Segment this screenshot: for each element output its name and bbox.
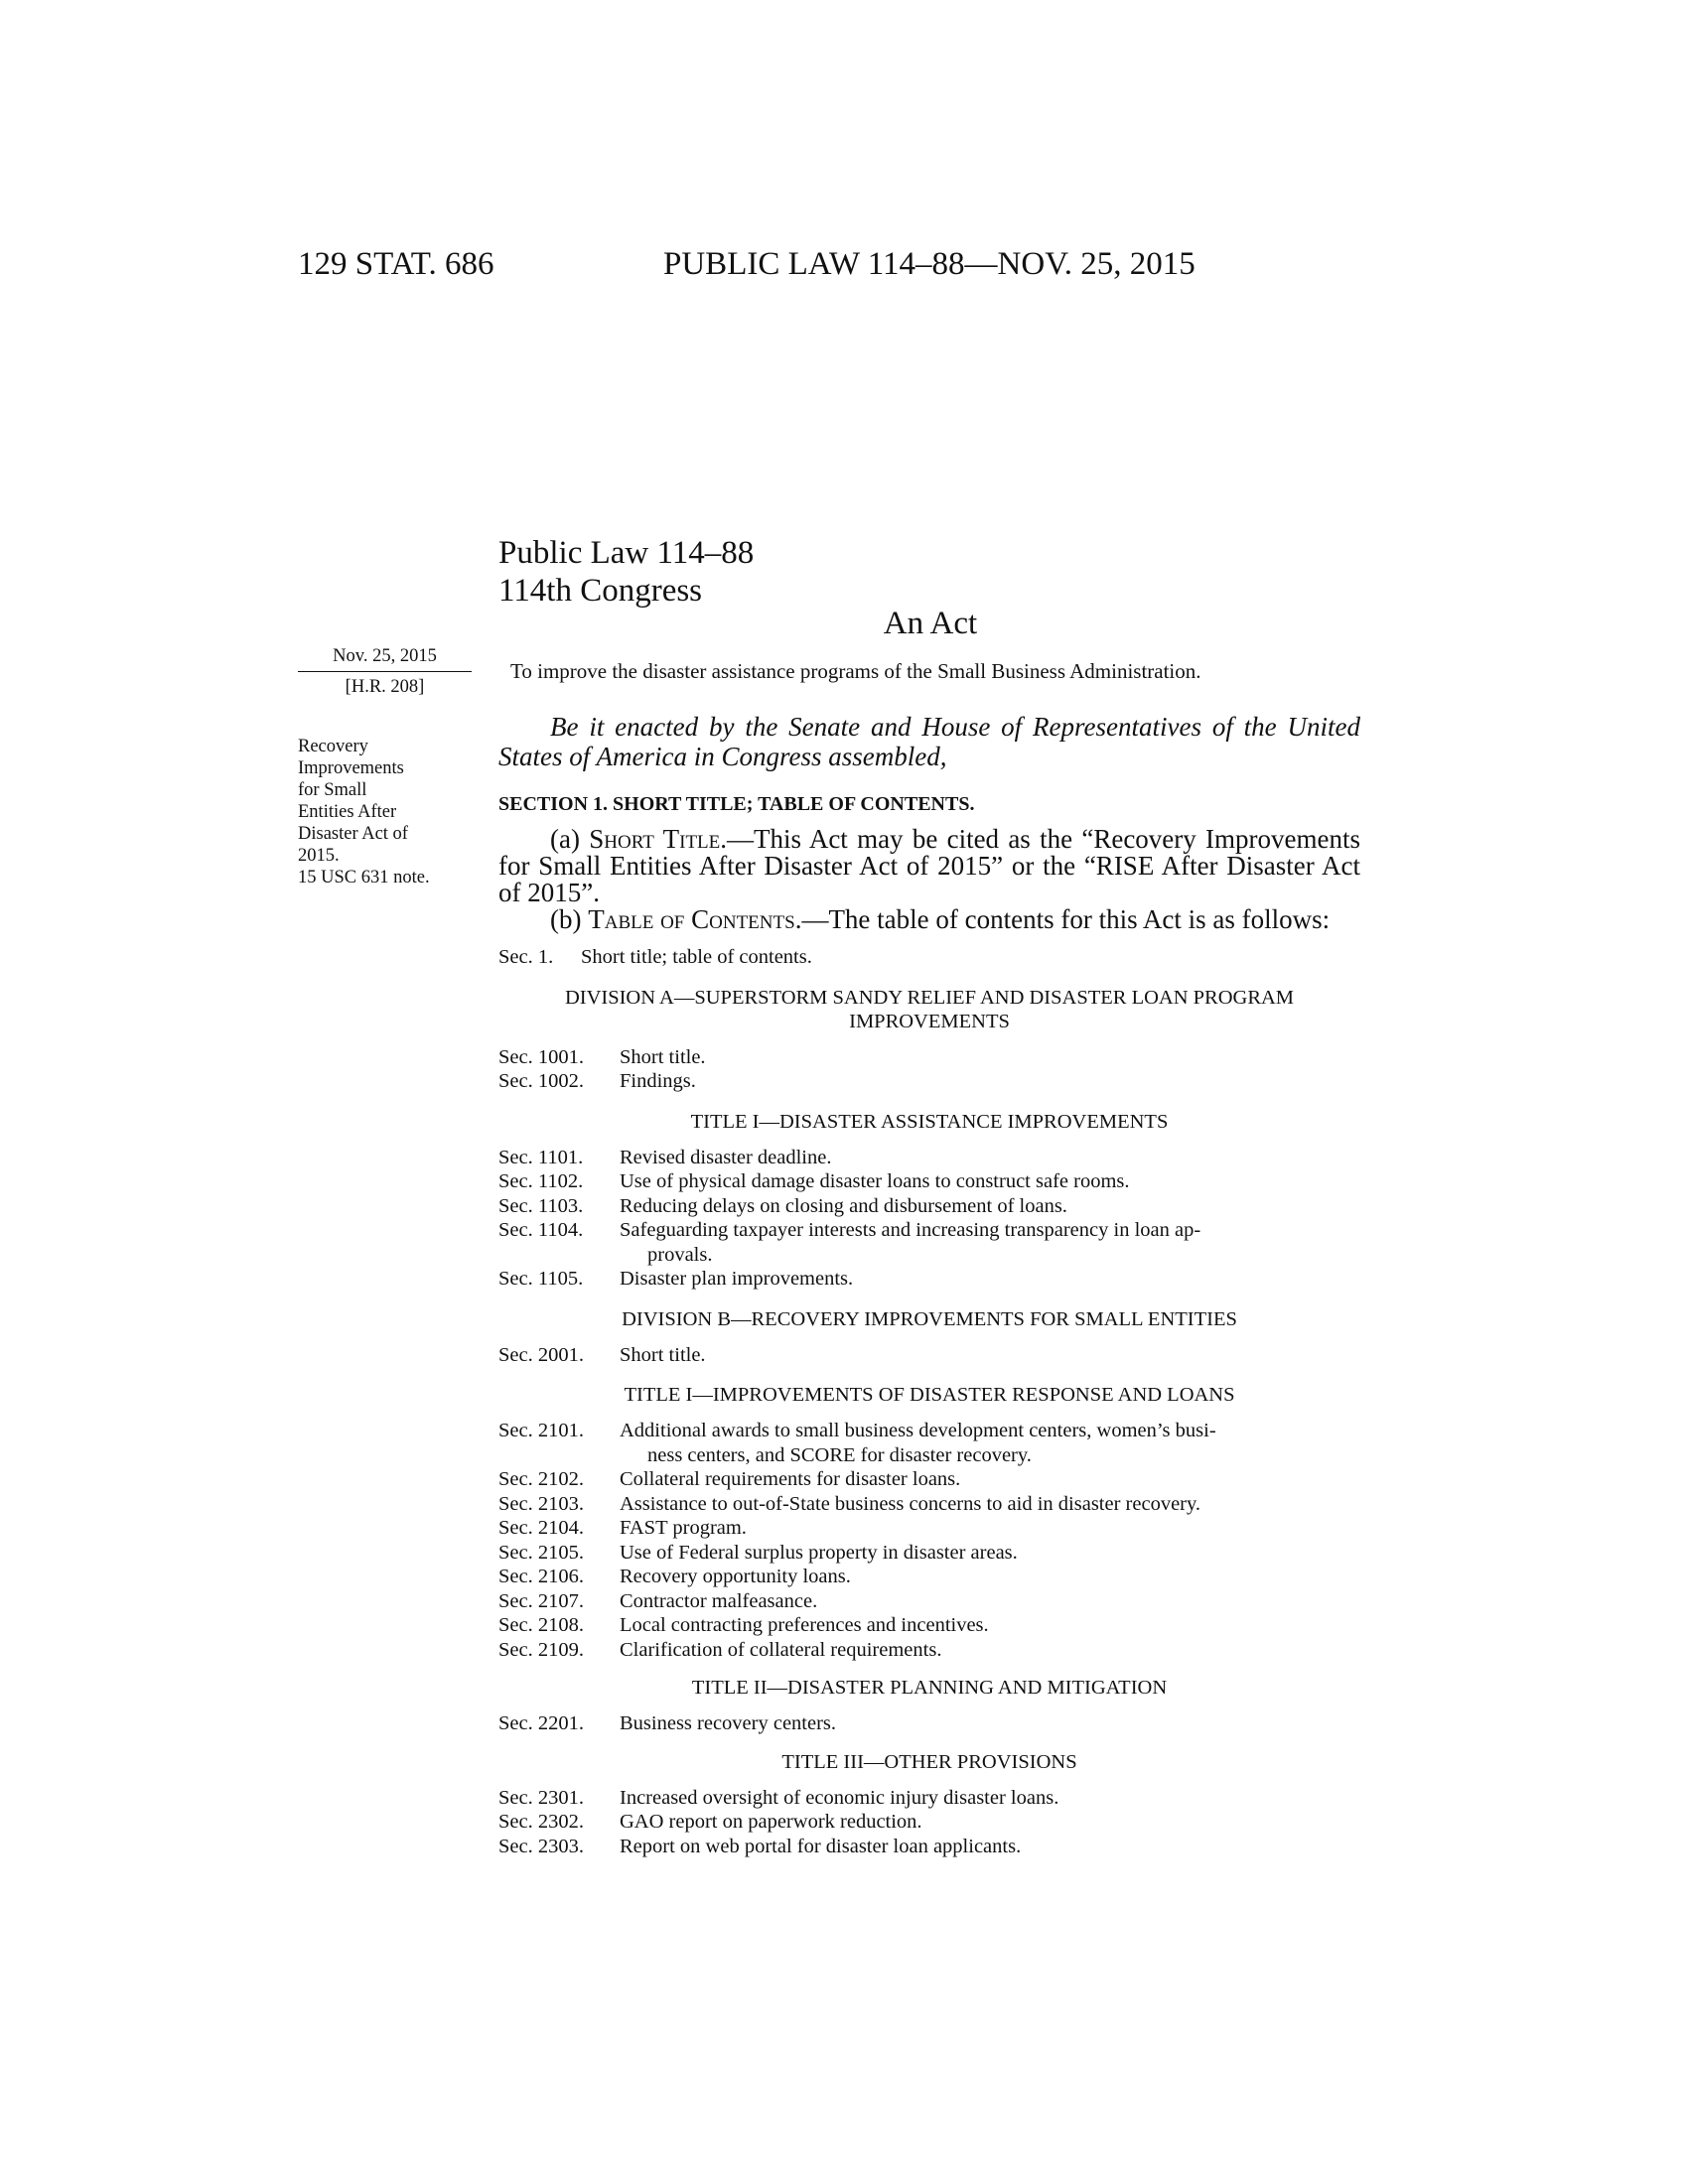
toc-entry	[498, 1835, 1360, 1859]
subsection-a-caption: Short Title	[589, 824, 721, 854]
toc-title-text: GAO report on paperwork reduction.	[620, 1811, 922, 1833]
toc-section-number: Sec. 2108.	[498, 1614, 584, 1636]
toc-entry	[498, 1711, 1360, 1736]
toc-entry	[498, 1565, 1360, 1589]
toc-section-title	[620, 1343, 1360, 1368]
toc-section-number: Sec. 1102.	[498, 1170, 584, 1192]
section-heading: SECTION 1. SHORT TITLE; TABLE OF CONTENTS.	[498, 793, 975, 815]
toc-section-number: Sec. 2302.	[498, 1811, 584, 1833]
toc-entry	[498, 945, 1360, 970]
toc-section-number: Sec. 2107.	[498, 1589, 584, 1612]
margin-bill-number: [H.R. 208]	[345, 677, 425, 697]
toc-section-number: Sec. 1.	[498, 946, 554, 968]
toc-group	[498, 1711, 1360, 1736]
toc-group	[498, 1343, 1360, 1368]
enacting-clause: Be it enacted by the Senate and House of Representatives of the United States of America in Congress assembled,	[498, 712, 1360, 771]
toc-section-title	[620, 1565, 1360, 1589]
margin-rule	[298, 671, 472, 672]
subsection-b	[498, 906, 1360, 933]
margin-note-line: Disaster Act of	[298, 824, 408, 844]
toc-section-number: Sec. 2001.	[498, 1343, 584, 1366]
toc-section-number: Sec. 2103.	[498, 1492, 584, 1515]
toc-section-title	[620, 1835, 1360, 1859]
table-of-contents	[498, 945, 1360, 1858]
toc-entry	[498, 1516, 1360, 1541]
toc-section-title	[620, 1516, 1360, 1541]
toc-entry	[498, 1638, 1360, 1663]
toc-title-heading: TITLE I—IMPROVEMENTS OF DISASTER RESPONSE AND LOANS	[624, 1384, 1235, 1406]
toc-title-text: Clarification of collateral requirements.	[620, 1638, 942, 1661]
subsection-a-text: .—This Act may be cited as the “Recovery Improvements for Small Entities After Disaster Act of 2015” or the “RISE After Disaster Act of 2015”.	[498, 824, 1361, 907]
toc-division-heading	[498, 986, 1360, 1033]
toc-section-title	[620, 1169, 1360, 1194]
law-date-header: PUBLIC LAW 114–88—NOV. 25, 2015	[663, 246, 1196, 282]
toc-entry	[498, 1267, 1360, 1292]
subsection-b-caption: Table of Contents	[588, 904, 795, 934]
toc-entry	[498, 1419, 1360, 1467]
toc-section-title	[620, 1146, 1360, 1170]
toc-entry	[498, 1194, 1360, 1219]
toc-title-text: Additional awards to small business development centers, women’s busi-	[620, 1420, 1216, 1441]
margin-date: Nov. 25, 2015	[333, 646, 437, 666]
margin-note-line: Entities After	[298, 802, 397, 822]
toc-entry	[498, 1218, 1360, 1267]
toc-title-text: Business recovery centers.	[620, 1712, 837, 1734]
an-act-heading: An Act	[883, 606, 978, 641]
toc-section-title	[620, 1810, 1360, 1835]
toc-section-number: Sec. 2106.	[498, 1566, 584, 1587]
congress-number: 114th Congress	[498, 573, 703, 609]
toc-title-text: FAST program.	[620, 1517, 747, 1539]
toc-section-title	[620, 1541, 1360, 1566]
law-title-block	[498, 534, 754, 610]
toc-title-text: Contractor malfeasance.	[620, 1589, 818, 1612]
stat-citation: 129 STAT. 686	[298, 246, 494, 282]
subsection-a-label: (a)	[550, 824, 590, 854]
toc-entry	[498, 1343, 1360, 1368]
toc-section-number: Sec. 2303.	[498, 1835, 584, 1857]
toc-title-continuation: ness centers, and SCORE for disaster recovery.	[647, 1443, 1032, 1466]
toc-title-continuation: provals.	[647, 1243, 713, 1266]
toc-section-title	[620, 1194, 1360, 1219]
toc-section-number: Sec. 2102.	[498, 1468, 584, 1490]
toc-section-number: Sec. 2101.	[498, 1420, 584, 1441]
toc-section-title	[620, 1218, 1360, 1267]
subsection-b-label: (b)	[550, 904, 589, 934]
toc-title-heading: TITLE I—DISASTER ASSISTANCE IMPROVEMENTS	[690, 1110, 1169, 1133]
toc-title-text: Findings.	[620, 1070, 696, 1092]
toc-section-title	[620, 1638, 1360, 1663]
toc-entry	[498, 1541, 1360, 1566]
toc-title-text: Disaster plan improvements.	[620, 1268, 854, 1290]
toc-section-number: Sec. 1001.	[498, 1045, 584, 1068]
toc-title-text: Safeguarding taxpayer interests and increasing transparency in loan ap-	[620, 1219, 1201, 1241]
margin-usc-citation: 15 USC 631 note.	[298, 868, 430, 887]
toc-section-number: Sec. 2104.	[498, 1517, 584, 1539]
toc-entry	[498, 1492, 1360, 1517]
toc-title-text: Assistance to out-of-State business concerns to aid in disaster recovery.	[620, 1492, 1201, 1515]
toc-section-number: Sec. 1105.	[498, 1268, 584, 1290]
toc-section-number: Sec. 1002.	[498, 1070, 584, 1092]
toc-entry	[498, 1045, 1360, 1070]
toc-title-text: Report on web portal for disaster loan applicants.	[620, 1835, 1022, 1857]
toc-title-text: Short title.	[620, 1343, 706, 1366]
toc-entry	[498, 1786, 1360, 1811]
toc-section-title: Short title; table of contents.	[581, 946, 812, 968]
toc-title-text: Recovery opportunity loans.	[620, 1566, 851, 1587]
toc-division-heading: DIVISION B—RECOVERY IMPROVEMENTS FOR SMALL ENTITIES	[622, 1307, 1237, 1330]
toc-title-text: Collateral requirements for disaster loans.	[620, 1468, 961, 1490]
toc-section-number: Sec. 2109.	[498, 1638, 584, 1661]
toc-entry	[498, 1069, 1360, 1094]
toc-section-title	[620, 1492, 1360, 1517]
subsection-a	[498, 826, 1360, 906]
margin-note-line: Improvements	[298, 758, 404, 778]
toc-entry	[498, 1146, 1360, 1170]
toc-section-title	[620, 1467, 1360, 1492]
toc-division-a-line2: IMPROVEMENTS	[849, 1010, 1010, 1032]
toc-section-number: Sec. 1103.	[498, 1194, 584, 1217]
toc-section-title	[620, 1786, 1360, 1811]
toc-section-number: Sec. 2105.	[498, 1541, 584, 1564]
toc-title-heading: TITLE II—DISASTER PLANNING AND MITIGATION	[691, 1677, 1168, 1699]
toc-group	[498, 1419, 1360, 1662]
subsection-b-text: .—The table of contents for this Act is as follows:	[794, 904, 1331, 934]
toc-entry	[498, 1589, 1360, 1614]
toc-section-title	[620, 1045, 1360, 1070]
margin-note-line: 2015.	[298, 846, 340, 866]
toc-section-title	[620, 1267, 1360, 1292]
public-law-number: Public Law 114–88	[498, 535, 755, 571]
toc-entry	[498, 1810, 1360, 1835]
toc-division-a-line1: DIVISION A—SUPERSTORM SANDY RELIEF AND DISASTER LOAN PROGRAM	[564, 986, 1295, 1009]
toc-section-title	[620, 1069, 1360, 1094]
margin-note-line: Recovery	[298, 737, 368, 756]
toc-title-text: Increased oversight of economic injury disaster loans.	[620, 1786, 1059, 1809]
purpose-statement: To improve the disaster assistance programs of the Small Business Administration.	[510, 659, 1201, 683]
toc-section-number: Sec. 1101.	[498, 1146, 584, 1168]
toc-title-text: Local contracting preferences and incentives.	[620, 1614, 989, 1636]
toc-group	[498, 1045, 1360, 1094]
toc-section-title	[620, 1589, 1360, 1614]
toc-entry	[498, 1169, 1360, 1194]
margin-short-title-note	[298, 736, 472, 888]
toc-group	[498, 1146, 1360, 1292]
toc-title-text: Use of physical damage disaster loans to construct safe rooms.	[620, 1170, 1130, 1192]
toc-section-title	[620, 1613, 1360, 1638]
toc-title-text: Reducing delays on closing and disbursement of loans.	[620, 1194, 1067, 1217]
margin-note-line: for Small	[298, 780, 367, 800]
margin-notes	[298, 645, 472, 888]
toc-section-title	[620, 1419, 1360, 1467]
toc-entry	[498, 1467, 1360, 1492]
toc-section-title	[620, 1711, 1360, 1736]
toc-group	[498, 1786, 1360, 1859]
toc-section-number: Sec. 2301.	[498, 1786, 584, 1809]
toc-entry	[498, 1613, 1360, 1638]
toc-title-text: Use of Federal surplus property in disaster areas.	[620, 1541, 1018, 1564]
toc-title-heading: TITLE III—OTHER PROVISIONS	[781, 1750, 1077, 1773]
toc-title-text: Revised disaster deadline.	[620, 1146, 832, 1168]
toc-title-text: Short title.	[620, 1045, 706, 1068]
toc-section-number: Sec. 1104.	[498, 1219, 584, 1241]
main-text	[498, 659, 1360, 1858]
toc-section-number: Sec. 2201.	[498, 1712, 584, 1734]
